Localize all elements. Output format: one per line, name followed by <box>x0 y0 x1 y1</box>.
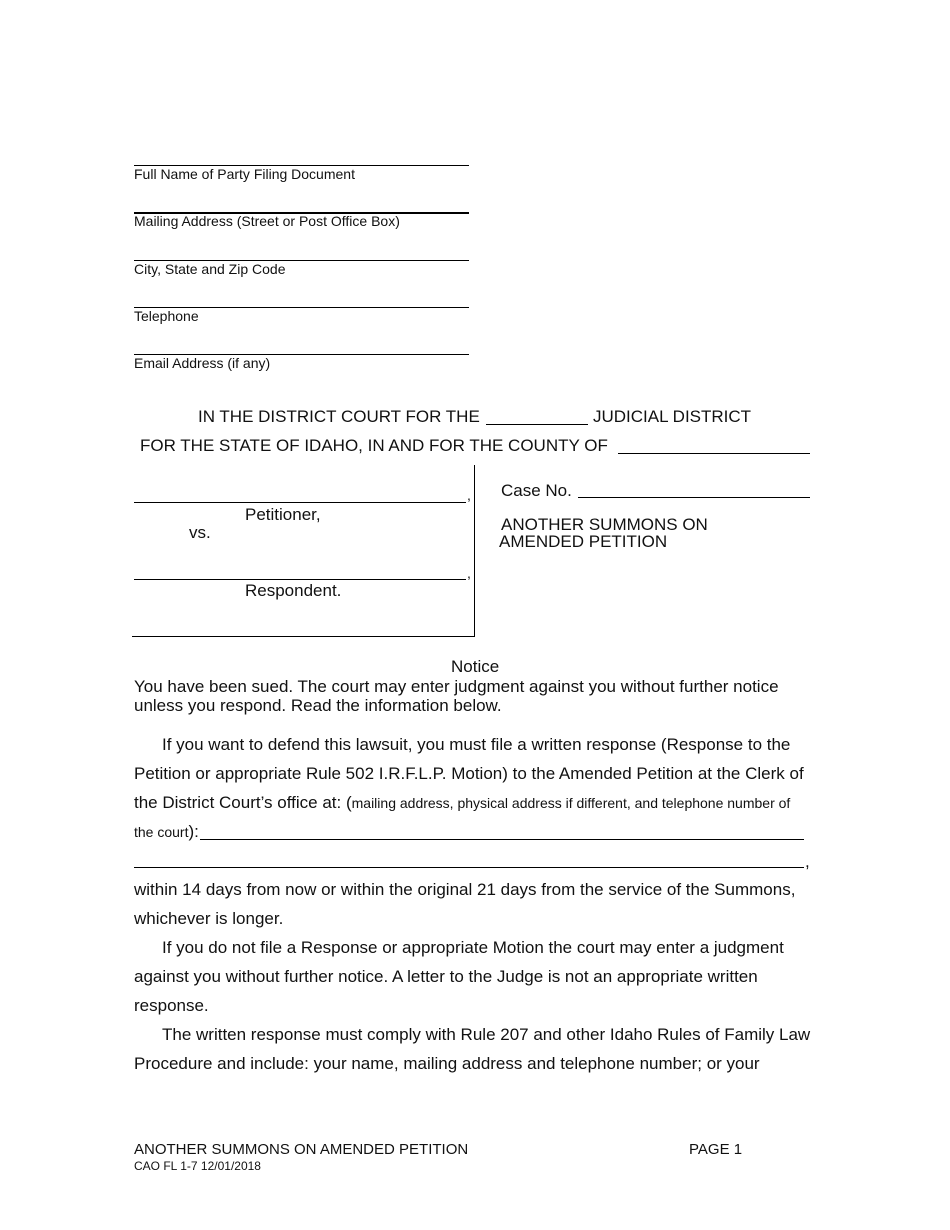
document-title-line2: AMENDED PETITION <box>499 532 668 551</box>
notice-heading: Notice <box>451 657 500 676</box>
petitioner-name-line[interactable] <box>134 502 466 503</box>
petitioner-comma: , <box>467 487 471 503</box>
footer-page-number: PAGE 1 <box>689 1141 743 1158</box>
p1-line-4-small: the court <box>134 824 189 840</box>
caption-district-text: IN THE DISTRICT COURT FOR THE <box>198 407 480 426</box>
p2-line-2: against you without further notice. A letter to the Judge is not an appropriate written <box>134 967 758 986</box>
caption-judicial-district-text: JUDICIAL DISTRICT <box>593 407 752 426</box>
p1-line-2: Petition or appropriate Rule 502 I.R.F.L.P. Motion) to the Amended Petition at the Clerk of <box>134 764 804 783</box>
respondent-label: Respondent. <box>245 581 342 600</box>
caption-divider-vertical <box>474 465 475 636</box>
case-no-blank[interactable] <box>578 497 810 498</box>
footer-form-code: CAO FL 1-7 12/01/2018 <box>134 1159 261 1173</box>
court-address-line-2[interactable] <box>134 867 804 868</box>
p1-line-1: If you want to defend this lawsuit, you must file a written response (Response to the <box>162 735 791 754</box>
vs-label: vs. <box>189 523 211 542</box>
county-blank[interactable] <box>618 453 810 454</box>
respondent-name-line[interactable] <box>134 579 466 580</box>
p1-line-4-main: ): <box>188 822 199 841</box>
p1-line-4 <box>134 822 199 842</box>
p2-line-1: If you do not file a Response or appropriate Motion the court may enter a judgment <box>162 938 784 957</box>
email-label: Email Address (if any) <box>134 355 271 371</box>
notice-line-1: You have been sued. The court may enter judgment against you without further notice <box>134 677 779 696</box>
p1-line-3-small: mailing address, physical address if different, and telephone number of <box>351 795 791 811</box>
notice-line-2: unless you respond. Read the information below. <box>134 696 502 715</box>
p1-line-3-main: the District Court’s office at: ( <box>134 793 352 812</box>
case-no-label: Case No. <box>501 481 572 500</box>
document-title-line1: ANOTHER SUMMONS ON <box>501 515 708 534</box>
full-name-label: Full Name of Party Filing Document <box>134 166 355 182</box>
court-address-comma: , <box>805 852 810 871</box>
p1-line-3 <box>134 793 790 813</box>
p1-line-5: within 14 days from now or within the original 21 days from the service of the Summons, <box>134 880 796 899</box>
city-state-zip-label: City, State and Zip Code <box>134 261 286 277</box>
judicial-district-blank[interactable] <box>486 424 588 425</box>
petitioner-label: Petitioner, <box>245 505 321 524</box>
caption-county-text: FOR THE STATE OF IDAHO, IN AND FOR THE COUNTY OF <box>140 436 608 455</box>
footer-title: ANOTHER SUMMONS ON AMENDED PETITION <box>134 1141 469 1158</box>
p2-line-3: response. <box>134 996 209 1015</box>
p3-line-2: Procedure and include: your name, mailing address and telephone number; or your <box>134 1054 760 1073</box>
mailing-address-label: Mailing Address (Street or Post Office Box) <box>134 213 400 229</box>
p3-line-1: The written response must comply with Rule 207 and other Idaho Rules of Family Law <box>162 1025 811 1044</box>
telephone-label: Telephone <box>134 308 199 324</box>
caption-box-bottom <box>132 636 475 637</box>
p1-line-6: whichever is longer. <box>134 909 284 928</box>
respondent-comma: , <box>467 565 471 581</box>
court-address-line-1[interactable] <box>200 839 804 840</box>
